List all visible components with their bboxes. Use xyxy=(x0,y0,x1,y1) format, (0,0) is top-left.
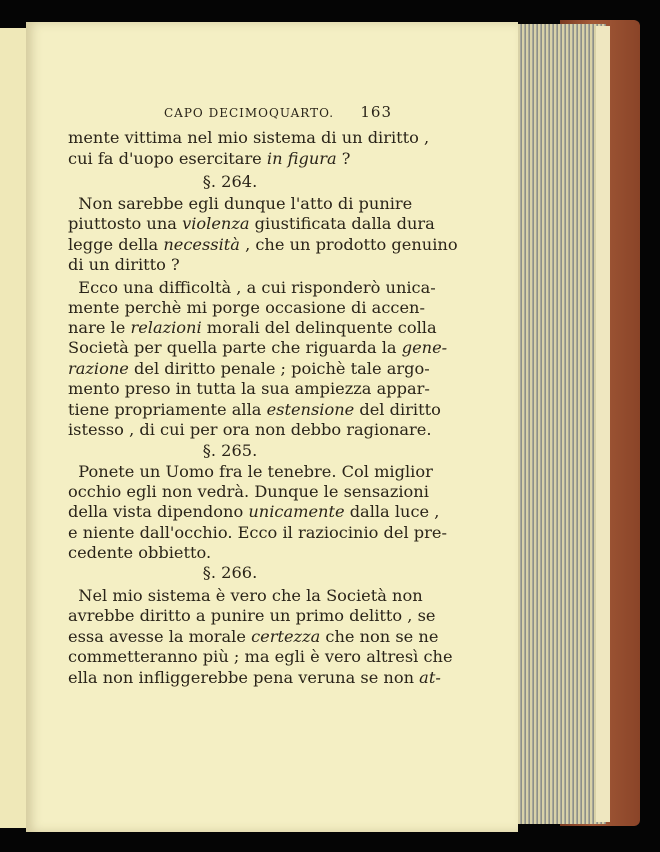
italic-text: estensione xyxy=(266,400,355,419)
text-run: Società per quella parte che riguarda la xyxy=(68,338,402,357)
text-run: §. 266. xyxy=(202,563,258,582)
text-run: giustificata dalla dura xyxy=(249,214,435,233)
text-line xyxy=(68,194,413,214)
text-run: Ecco una difficoltà , a cui risponderò unica- xyxy=(68,278,436,297)
text-line xyxy=(68,128,430,148)
text-line xyxy=(68,298,425,318)
italic-text: gene- xyxy=(401,338,448,357)
text-run: commetteranno più ; ma egli è vero altresì che xyxy=(68,647,453,666)
text-line xyxy=(68,359,430,379)
text-run: ella non infliggerebbe pena veruna se non xyxy=(68,668,420,687)
italic-text: relazioni xyxy=(130,318,202,337)
text-run: legge della xyxy=(68,235,164,254)
text-run: mente vittima nel mio sistema di un diritto , xyxy=(68,128,430,147)
text-run: §. 264. xyxy=(202,172,258,191)
text-run: di un diritto ? xyxy=(68,255,180,274)
text-run: piuttosto una xyxy=(68,214,183,233)
text-line xyxy=(68,523,447,543)
text-run: mento preso in tutta la sua ampiezza appar- xyxy=(68,379,430,398)
text-line xyxy=(68,627,439,647)
text-line xyxy=(68,420,432,440)
text-run: istesso , di cui per ora non debbo ragionare. xyxy=(68,420,432,439)
italic-text: necessità xyxy=(163,235,240,254)
text-run: che non se ne xyxy=(320,627,439,646)
section-heading xyxy=(68,563,392,583)
text-line xyxy=(68,338,448,358)
italic-text: certezza xyxy=(251,627,321,646)
page-number: 163 xyxy=(360,103,392,121)
text-line xyxy=(68,586,423,606)
text-run: , che un prodotto genuino xyxy=(239,235,458,254)
text-run: §. 265. xyxy=(202,441,258,460)
running-title: CAPO DECIMOQUARTO. xyxy=(164,106,335,120)
text-line xyxy=(68,462,433,482)
text-run: della vista dipendono xyxy=(68,502,249,521)
text-line xyxy=(68,647,453,667)
text-run: e niente dall'occhio. Ecco il raziocinio del pre- xyxy=(68,523,447,542)
text-line xyxy=(68,543,392,563)
italic-text: violenza xyxy=(182,214,250,233)
text-run: morali del delinquente colla xyxy=(201,318,437,337)
text-run: nare le xyxy=(68,318,131,337)
text-line xyxy=(68,379,430,399)
text-line xyxy=(68,235,458,255)
page-edges xyxy=(514,24,606,824)
italic-text: in figura xyxy=(266,149,337,168)
italic-text: razione xyxy=(68,359,129,378)
text-run: del diritto penale ; poichè tale argo- xyxy=(128,359,430,378)
text-line xyxy=(68,482,429,502)
text-line xyxy=(68,149,392,169)
italic-text: at- xyxy=(419,668,441,687)
text-line xyxy=(68,668,441,688)
text-line xyxy=(68,502,440,522)
text-line xyxy=(68,255,392,275)
text-line xyxy=(68,606,436,626)
italic-text: unicamente xyxy=(248,502,345,521)
text-line xyxy=(68,278,436,298)
text-run: dalla luce , xyxy=(344,502,440,521)
text-run: avrebbe diritto a punire un primo delitto , se xyxy=(68,606,436,625)
section-heading xyxy=(68,441,392,461)
text-run: cedente obbietto. xyxy=(68,543,212,562)
text-line xyxy=(68,400,441,420)
text-run: ? xyxy=(336,149,351,168)
text-run: Ponete un Uomo fra le tenebre. Col miglior xyxy=(68,462,433,481)
text-run: mente perchè mi porge occasione di accen- xyxy=(68,298,425,317)
text-line xyxy=(68,214,435,234)
text-run: tiene propriamente alla xyxy=(68,400,267,419)
text-line xyxy=(68,318,437,338)
section-heading xyxy=(68,172,392,192)
text-run: Nel mio sistema è vero che la Società non xyxy=(68,586,423,605)
text-run: occhio egli non vedrà. Dunque le sensazioni xyxy=(68,482,429,501)
page-edge-margin xyxy=(596,26,610,822)
text-run: Non sarebbe egli dunque l'atto di punire xyxy=(68,194,413,213)
text-run: essa avesse la morale xyxy=(68,627,252,646)
text-run: del diritto xyxy=(354,400,441,419)
text-run: cui fa d'uopo esercitare xyxy=(68,149,267,168)
